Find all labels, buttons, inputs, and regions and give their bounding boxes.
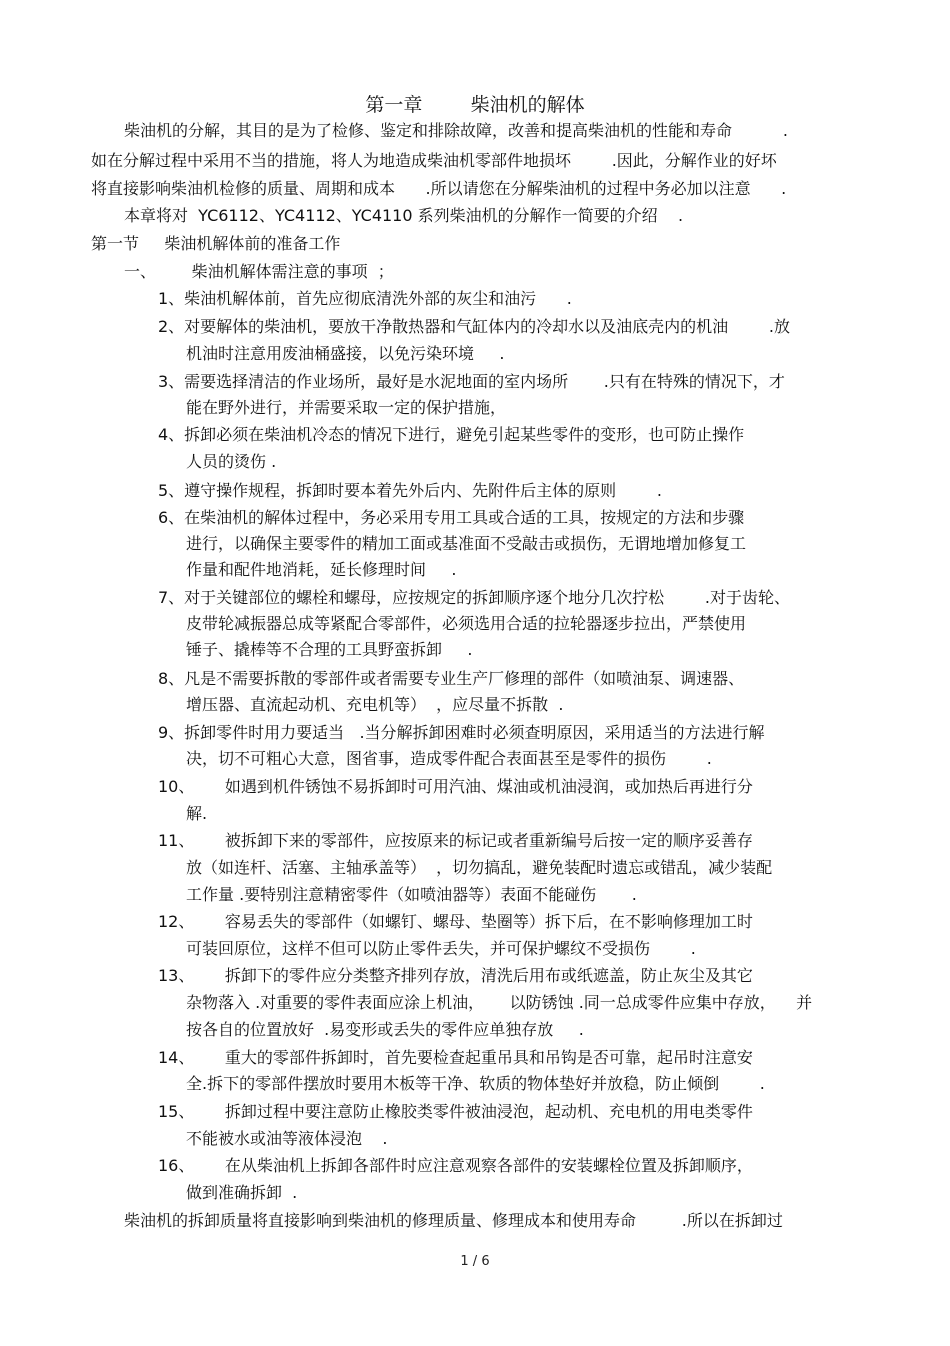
item-1: 1、柴油机解体前，首先应彻底清洗外部的灰尘和油污 .	[158, 289, 572, 308]
item-16-cont: 做到准确拆卸 .	[186, 1183, 298, 1202]
item-12: 12、 容易丢失的零部件（如螺钉、螺母、垫圈等）拆下后，在不影响修理加工时	[158, 912, 753, 931]
item-13-cont-1: 杂物落入 .对重要的零件表面应涂上机油， 以防锈蚀 .同一总成零件应集中存放， 并	[186, 993, 813, 1012]
intro-line-1: 柴油机的分解，其目的是为了检修、鉴定和排除故障，改善和提高柴油机的性能和寿命 .	[124, 121, 788, 140]
item-2: 2、对要解体的柴油机，要放干净散热器和气缸体内的冷却水以及油底壳内的机油 .放	[158, 317, 790, 336]
item-6-cont-2: 作量和配件地消耗，延长修理时间 .	[186, 560, 457, 579]
item-11-cont-2: 工作量 .要特别注意精密零件（如喷油器等）表面不能碰伤 .	[186, 885, 637, 904]
item-5: 5、遵守操作规程，拆卸时要本着先外后内、先附件后主体的原则 .	[158, 481, 662, 500]
item-4-cont: 人员的烫伤 .	[186, 452, 277, 471]
item-13: 13、 拆卸下的零件应分类整齐排列存放，清洗后用布或纸遮盖，防止灰尘及其它	[158, 966, 753, 985]
item-3: 3、需要选择清洁的作业场所，最好是水泥地面的室内场所 .只有在特殊的情况下，才	[158, 372, 785, 391]
item-9: 9、拆卸零件时用力要适当 .当分解拆卸困难时必须查明原因，采用适当的方法进行解	[158, 723, 765, 742]
item-2-cont: 机油时注意用废油桶盛接，以免污染环境 .	[186, 344, 505, 363]
item-8: 8、凡是不需要拆散的零部件或者需要专业生产厂修理的部件（如喷油泵、调速器、	[158, 669, 745, 688]
item-7-cont-2: 锤子、撬棒等不合理的工具野蛮拆卸 .	[186, 640, 473, 659]
page-number: 1 / 6	[460, 1254, 490, 1269]
item-15: 15、 拆卸过程中要注意防止橡胶类零件被油浸泡，起动机、充电机的用电类零件	[158, 1102, 753, 1121]
item-13-cont-2: 按各自的位置放好 .易变形或丢失的零件应单独存放 .	[186, 1020, 584, 1039]
item-8-cont: 增压器、直流起动机、充电机等） ，应尽量不拆散 .	[186, 695, 564, 714]
item-16: 16、 在从柴油机上拆卸各部件时应注意观察各部件的安装螺栓位置及拆卸顺序，	[158, 1156, 753, 1175]
item-6-cont-1: 进行，以确保主要零件的精加工面或基准面不受敲击或损伤，无谓地增加修复工	[186, 534, 747, 553]
subsection-heading: 一、 柴油机解体需注意的事项 ；	[124, 262, 394, 281]
item-12-cont: 可装回原位，这样不但可以防止零件丢失，并可保护螺纹不受损伤 .	[186, 939, 696, 958]
item-11-cont-1: 放（如连杆、活塞、主轴承盖等） ，切勿搞乱，避免装配时遗忘或错乱，减少装配	[186, 858, 773, 877]
intro-line-4: 本章将对 YC6112、YC4112、YC4110 系列柴油机的分解作一简要的介绍 .	[124, 206, 684, 225]
item-3-cont: 能在野外进行，并需要采取一定的保护措施，	[186, 398, 507, 417]
item-15-cont: 不能被水或油等液体浸泡 .	[186, 1129, 388, 1148]
intro-line-3: 将直接影响柴油机检修的质量、周期和成本 .所以请您在分解柴油机的过程中务必加以注意 .	[91, 179, 787, 198]
intro-line-2: 如在分解过程中采用不当的措施，将人为地造成柴油机零部件地损坏 .因此，分解作业的好坏	[91, 151, 777, 170]
item-7: 7、对于关键部位的螺栓和螺母，应按规定的拆卸顺序逐个地分几次拧松 .对于齿轮、	[158, 588, 790, 607]
item-7-cont-1: 皮带轮减振器总成等紧配合零部件，必须选用合适的拉轮器逐步拉出，严禁使用	[186, 614, 747, 633]
item-10-cont: 解.	[186, 804, 208, 823]
item-11: 11、 被拆卸下来的零部件，应按原来的标记或者重新编号后按一定的顺序妥善存	[158, 831, 753, 850]
item-4: 4、拆卸必须在柴油机冷态的情况下进行，避免引起某些零件的变形，也可防止操作	[158, 425, 745, 444]
chapter-title: 第一章 柴油机的解体	[365, 94, 585, 116]
item-9-cont: 决，切不可粗心大意，图省事，造成零件配合表面甚至是零件的损伤 .	[186, 749, 712, 768]
item-14-cont: 全.拆下的零部件摆放时要用木板等干净、软质的物体垫好并放稳，防止倾倒 .	[186, 1074, 765, 1093]
item-14: 14、 重大的零部件拆卸时，首先要检查起重吊具和吊钩是否可靠，起吊时注意安	[158, 1048, 753, 1067]
item-10: 10、 如遇到机件锈蚀不易拆卸时可用汽油、煤油或机油浸润，或加热后再进行分	[158, 777, 753, 796]
section-heading: 第一节 柴油机解体前的准备工作	[91, 234, 341, 253]
closing-paragraph: 柴油机的拆卸质量将直接影响到柴油机的修理质量、修理成本和使用寿命 .所以在拆卸过	[124, 1211, 783, 1230]
item-6: 6、在柴油机的解体过程中，务必采用专用工具或合适的工具，按规定的方法和步骤	[158, 508, 745, 527]
